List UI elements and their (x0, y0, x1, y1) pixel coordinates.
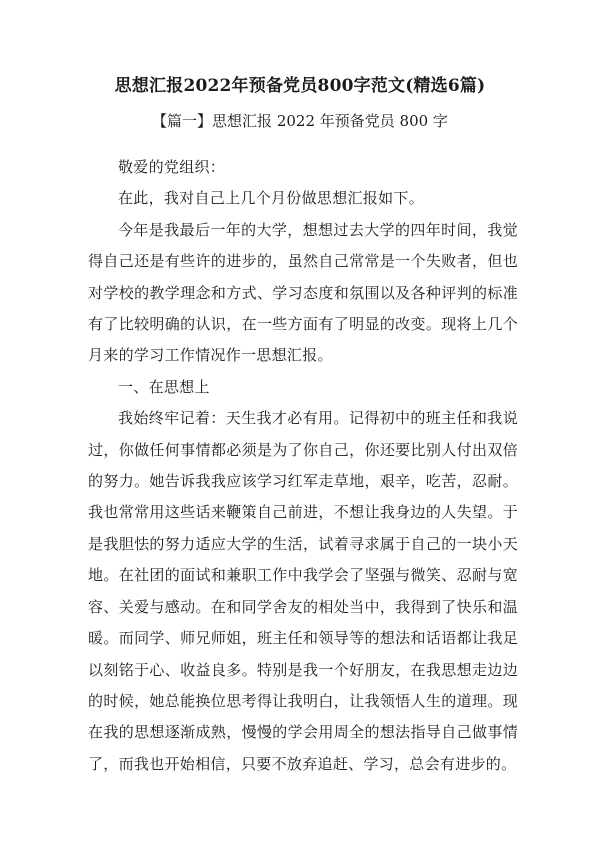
document-subtitle: 【篇一】思想汇报 2022 年预备党员 800 字 (152, 112, 448, 130)
document-body (88, 152, 518, 780)
document-title: 思想汇报2022年预备党员800字范文(精选6篇) (114, 76, 486, 96)
salutation-paragraph: 敬爱的党组织： (118, 158, 226, 176)
intro-paragraph: 在此，我对自己上几个月份做思想汇报如下。 (118, 189, 425, 208)
body-paragraph: 今年是我最后一年的大学，想想过去大学的四年时间，我觉得自己还是有些许的进步的，虽然自己常常是一个失败者，但也对学校的教学理念和方式、学习态度和氛围以及各种评判的标准有了比较明确的认识，在一些方面有了明显的改变。现将上几个月来的学习工作情况作一思想汇报。 (88, 220, 518, 365)
body-paragraph: 我始终牢记着：天生我才必有用。记得初中的班主任和我说过，你做任何事情都必须是为了你自己，你还要比别人付出双倍的努力。她告诉我我应该学习红军走草地，艰辛，吃苦，忍耐。我也常常用这些话来鞭策自己前进，不想让我身边的人失望。于是我胆怯的努力适应大学的生活，试着寻求属于自己的一块小天地。在社团的面试和兼职工作中我学会了坚强与微笑、忍耐与宽容、关爱与感动。在和同学舍友的相处当中，我得到了快乐和温暖。而同学、师兄师姐，班主任和领导等的想法和话语都让我足以刻铭于心、收益良多。特别是我一个好朋友，在我思想走边边的时候，她总能换位思考得让我明白，让我领悟人生的道理。现在我的思想逐渐成熟，慢慢的学会用周全的想法指导自己做事情了，而我也开始相信，只要不放弃追赶、学习，总会有进步的。 (88, 409, 518, 773)
section-heading: 一、在思想上 (118, 377, 210, 396)
